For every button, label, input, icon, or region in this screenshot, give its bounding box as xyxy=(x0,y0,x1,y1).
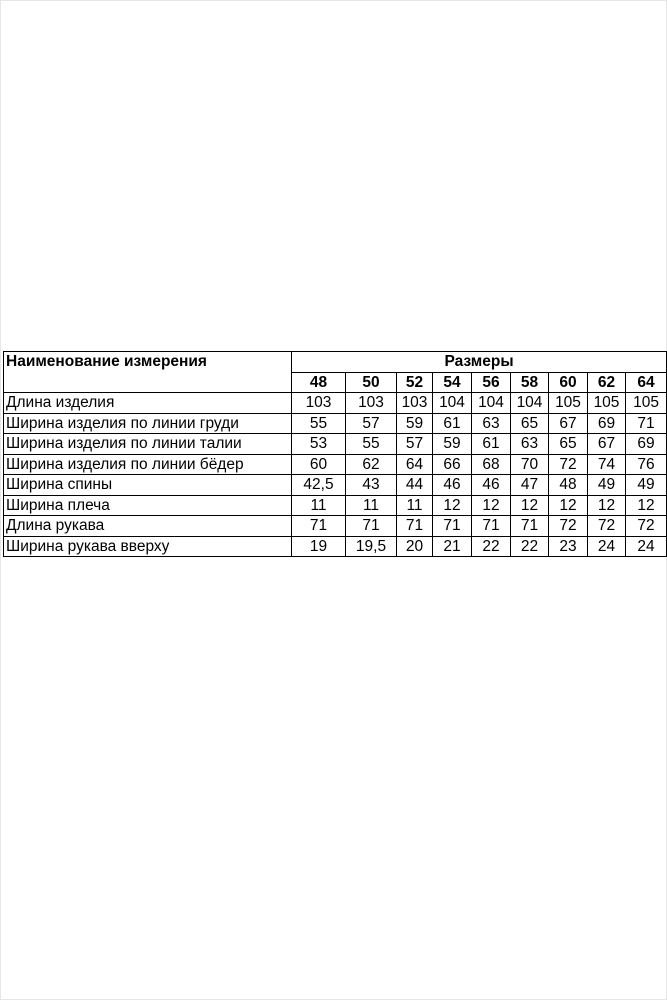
measurement-value: 74 xyxy=(588,454,626,475)
measurement-name: Ширина изделия по линии груди xyxy=(4,413,292,434)
measurement-value: 69 xyxy=(626,434,667,455)
size-header: 54 xyxy=(433,372,472,393)
measurement-value: 12 xyxy=(433,495,472,516)
size-chart-table xyxy=(3,351,667,557)
measurement-value: 70 xyxy=(511,454,549,475)
measurement-value: 44 xyxy=(397,475,433,496)
measurement-value: 72 xyxy=(549,454,588,475)
measurement-value: 49 xyxy=(626,475,667,496)
measurement-value: 21 xyxy=(433,536,472,557)
measurement-value: 68 xyxy=(472,454,511,475)
size-header: 64 xyxy=(626,372,667,393)
measurement-value: 22 xyxy=(472,536,511,557)
measurement-value: 55 xyxy=(292,413,346,434)
measurement-value: 46 xyxy=(433,475,472,496)
table-row xyxy=(4,393,667,414)
measurement-value: 24 xyxy=(588,536,626,557)
measurement-value: 43 xyxy=(346,475,397,496)
size-header: 50 xyxy=(346,372,397,393)
measurement-value: 67 xyxy=(549,413,588,434)
size-header: 56 xyxy=(472,372,511,393)
measurement-value: 12 xyxy=(511,495,549,516)
measurement-value: 104 xyxy=(472,393,511,414)
measurement-name-header: Наименование измерения xyxy=(4,352,292,393)
table-row xyxy=(4,495,667,516)
measurement-value: 71 xyxy=(626,413,667,434)
size-header: 58 xyxy=(511,372,549,393)
measurement-name: Ширина изделия по линии талии xyxy=(4,434,292,455)
table-row xyxy=(4,434,667,455)
measurement-value: 47 xyxy=(511,475,549,496)
measurement-value: 57 xyxy=(397,434,433,455)
measurement-value: 12 xyxy=(626,495,667,516)
measurement-value: 65 xyxy=(511,413,549,434)
measurement-value: 57 xyxy=(346,413,397,434)
measurement-value: 19,5 xyxy=(346,536,397,557)
measurement-value: 67 xyxy=(588,434,626,455)
measurement-value: 20 xyxy=(397,536,433,557)
measurement-value: 61 xyxy=(472,434,511,455)
measurement-value: 11 xyxy=(292,495,346,516)
measurement-value: 105 xyxy=(549,393,588,414)
measurement-value: 12 xyxy=(588,495,626,516)
measurement-value: 66 xyxy=(433,454,472,475)
measurement-value: 72 xyxy=(626,516,667,537)
measurement-name: Длина рукава xyxy=(4,516,292,537)
table-row xyxy=(4,536,667,557)
measurement-value: 71 xyxy=(397,516,433,537)
measurement-value: 48 xyxy=(549,475,588,496)
size-header: 62 xyxy=(588,372,626,393)
measurement-value: 23 xyxy=(549,536,588,557)
measurement-value: 59 xyxy=(397,413,433,434)
measurement-value: 71 xyxy=(433,516,472,537)
measurement-value: 49 xyxy=(588,475,626,496)
size-header: 52 xyxy=(397,372,433,393)
measurement-value: 65 xyxy=(549,434,588,455)
measurement-value: 71 xyxy=(511,516,549,537)
measurement-value: 55 xyxy=(346,434,397,455)
measurement-value: 12 xyxy=(472,495,511,516)
measurement-value: 103 xyxy=(397,393,433,414)
measurement-value: 105 xyxy=(588,393,626,414)
table-row xyxy=(4,454,667,475)
table-row xyxy=(4,413,667,434)
measurement-value: 19 xyxy=(292,536,346,557)
measurement-value: 61 xyxy=(433,413,472,434)
measurement-value: 64 xyxy=(397,454,433,475)
measurement-value: 104 xyxy=(511,393,549,414)
measurement-value: 11 xyxy=(346,495,397,516)
measurement-value: 62 xyxy=(346,454,397,475)
size-header: 60 xyxy=(549,372,588,393)
measurement-value: 103 xyxy=(292,393,346,414)
measurement-value: 63 xyxy=(511,434,549,455)
measurement-value: 42,5 xyxy=(292,475,346,496)
measurement-value: 72 xyxy=(588,516,626,537)
sizes-header: Размеры xyxy=(292,352,667,373)
measurement-value: 71 xyxy=(472,516,511,537)
header-row xyxy=(4,352,667,373)
measurement-value: 53 xyxy=(292,434,346,455)
measurement-value: 24 xyxy=(626,536,667,557)
measurement-value: 59 xyxy=(433,434,472,455)
measurement-value: 11 xyxy=(397,495,433,516)
measurement-value: 60 xyxy=(292,454,346,475)
measurement-value: 46 xyxy=(472,475,511,496)
measurement-value: 105 xyxy=(626,393,667,414)
table-row xyxy=(4,516,667,537)
table-row xyxy=(4,475,667,496)
measurement-name: Ширина плеча xyxy=(4,495,292,516)
measurement-value: 71 xyxy=(292,516,346,537)
measurement-value: 63 xyxy=(472,413,511,434)
measurement-value: 104 xyxy=(433,393,472,414)
measurement-value: 76 xyxy=(626,454,667,475)
measurement-value: 69 xyxy=(588,413,626,434)
size-header: 48 xyxy=(292,372,346,393)
measurement-value: 12 xyxy=(549,495,588,516)
measurement-value: 103 xyxy=(346,393,397,414)
measurement-name: Длина изделия xyxy=(4,393,292,414)
measurement-value: 22 xyxy=(511,536,549,557)
measurement-name: Ширина рукава вверху xyxy=(4,536,292,557)
measurement-name: Ширина изделия по линии бёдер xyxy=(4,454,292,475)
measurement-name: Ширина спины xyxy=(4,475,292,496)
measurement-value: 72 xyxy=(549,516,588,537)
measurement-value: 71 xyxy=(346,516,397,537)
